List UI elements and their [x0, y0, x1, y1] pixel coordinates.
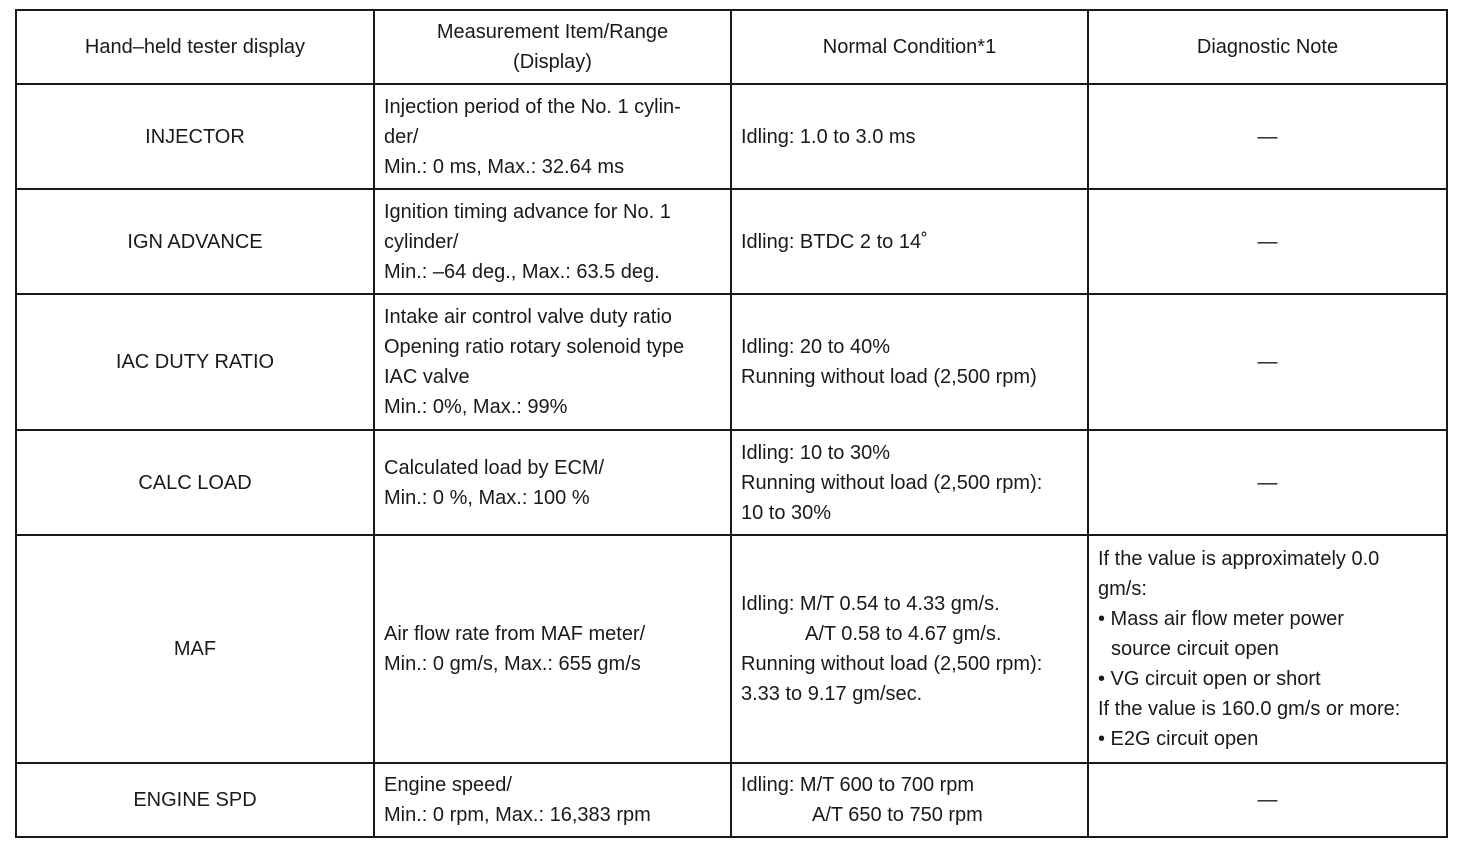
table-row: [16, 430, 1447, 535]
item-cell: Air flow rate from MAF meter/ Min.: 0 gm/s, Max.: 655 gm/s: [374, 535, 731, 763]
normal-cell: Idling: M/T 0.54 to 4.33 gm/s. A/T 0.58 to 4.67 gm/s. Running without load (2,500 rpm): 3.33 to 9.17 gm/sec.: [731, 535, 1088, 763]
normal-cell: Idling: M/T 600 to 700 rpm A/T 650 to 750 rpm: [731, 763, 1088, 837]
header-normal-condition: Normal Condition*1: [731, 10, 1088, 84]
normal-cell: Idling: BTDC 2 to 14˚: [731, 189, 1088, 294]
item-cell: Calculated load by ECM/ Min.: 0 %, Max.: 100 %: [374, 430, 731, 535]
normal-cell: Idling: 10 to 30% Running without load (2,500 rpm): 10 to 30%: [731, 430, 1088, 535]
item-cell: Engine speed/ Min.: 0 rpm, Max.: 16,383 rpm: [374, 763, 731, 837]
display-cell: IAC DUTY RATIO: [16, 294, 374, 430]
item-cell: Intake air control valve duty ratio Opening ratio rotary solenoid type IAC valve Min.: 0%, Max.: 99%: [374, 294, 731, 430]
note-cell: —: [1088, 84, 1447, 189]
normal-cell: Idling: 1.0 to 3.0 ms: [731, 84, 1088, 189]
note-cell: —: [1088, 763, 1447, 837]
display-cell: INJECTOR: [16, 84, 374, 189]
header-display: Hand–held tester display: [16, 10, 374, 84]
table-row: [16, 84, 1447, 189]
table-row: [16, 294, 1447, 430]
item-cell: Injection period of the No. 1 cylin- der/ Min.: 0 ms, Max.: 32.64 ms: [374, 84, 731, 189]
table-row: [16, 763, 1447, 837]
display-cell: IGN ADVANCE: [16, 189, 374, 294]
note-cell: —: [1088, 189, 1447, 294]
display-cell: ENGINE SPD: [16, 763, 374, 837]
note-cell: —: [1088, 430, 1447, 535]
data-list-table: [15, 9, 1448, 838]
table-row: [16, 189, 1447, 294]
note-cell: —: [1088, 294, 1447, 430]
display-cell: CALC LOAD: [16, 430, 374, 535]
display-cell: MAF: [16, 535, 374, 763]
header-diagnostic-note: Diagnostic Note: [1088, 10, 1447, 84]
note-cell: If the value is approximately 0.0 gm/s: • Mass air flow meter power source circuit open • VG circuit open or short If the value is 160.0 gm/s or more: • E2G circuit open: [1088, 535, 1447, 763]
table-row: [16, 535, 1447, 763]
item-cell: Ignition timing advance for No. 1 cylinder/ Min.: –64 deg., Max.: 63.5 deg.: [374, 189, 731, 294]
header-row: [16, 10, 1447, 84]
header-item: Measurement Item/Range (Display): [374, 10, 731, 84]
normal-cell: Idling: 20 to 40% Running without load (2,500 rpm): [731, 294, 1088, 430]
